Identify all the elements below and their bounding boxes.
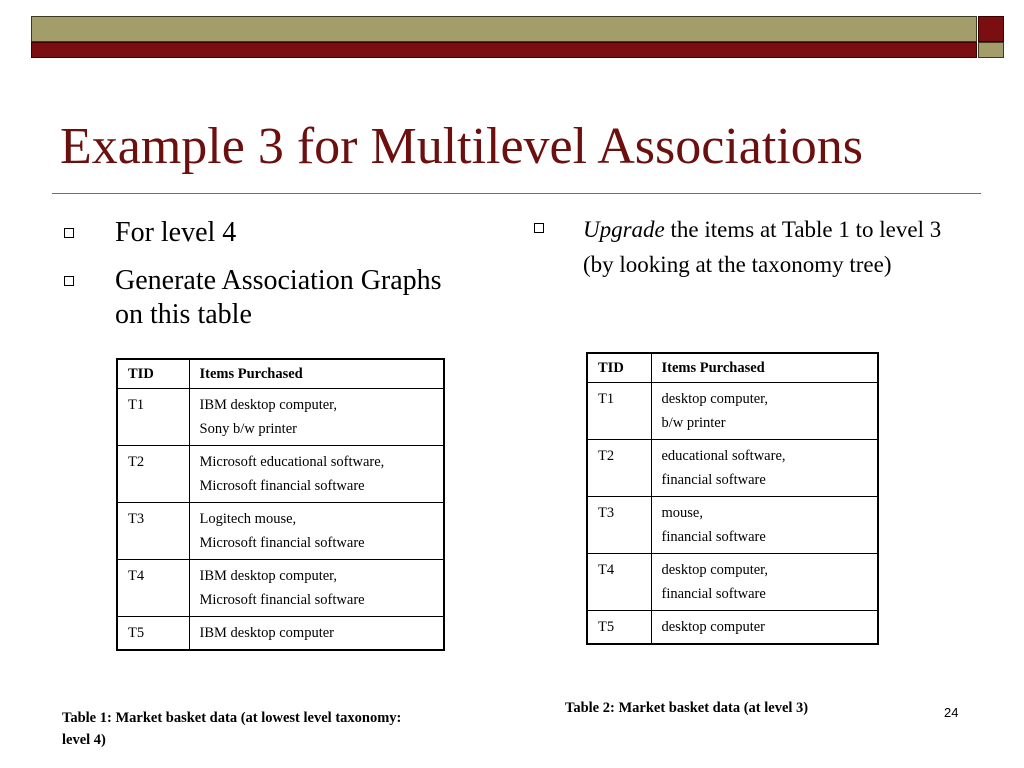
tid-cell: T5 [117, 617, 189, 651]
table-row [117, 503, 444, 560]
table-row [587, 383, 878, 440]
item-line: b/w printer [661, 415, 726, 431]
hollow-square-bullet-icon [64, 228, 74, 238]
items-cell [189, 446, 444, 503]
item-line: Microsoft financial software [199, 478, 365, 494]
items-cell [651, 497, 878, 554]
hollow-square-bullet-icon [534, 223, 544, 233]
bullet-text: For level 4 [115, 217, 237, 248]
item-line: Sony b/w printer [199, 421, 297, 437]
slide-title: Example 3 for Multilevel Associations [60, 118, 863, 175]
tid-cell: T4 [587, 554, 651, 611]
item-line: Microsoft financial software [199, 592, 365, 608]
item-line: IBM desktop computer, [199, 397, 338, 413]
header-tid: TID [117, 359, 189, 389]
item-line: Microsoft financial software [199, 535, 365, 551]
header-tid: TID [587, 353, 651, 383]
item-line: financial software [661, 529, 766, 545]
item-line: desktop computer, [661, 391, 769, 407]
header-items: Items Purchased [189, 359, 444, 389]
tid-cell: T1 [117, 389, 189, 446]
items-cell [651, 440, 878, 497]
bullet-upgrade-items [534, 213, 954, 282]
banner-olive-square [978, 42, 1004, 58]
item-line: financial software [661, 586, 766, 602]
item-line: desktop computer [661, 619, 765, 635]
tid-cell: T5 [587, 611, 651, 645]
item-line: desktop computer, [661, 562, 769, 578]
banner-maroon-bar [31, 42, 977, 58]
hollow-square-bullet-icon [64, 276, 74, 286]
tid-cell: T3 [117, 503, 189, 560]
table-header-row [587, 353, 878, 383]
bullet-generate-graphs [64, 264, 444, 332]
items-cell [651, 611, 878, 645]
page-number: 24 [944, 705, 959, 720]
table-row [117, 617, 444, 651]
table-row [117, 560, 444, 617]
table-level-3 [586, 352, 879, 645]
table-row [587, 497, 878, 554]
table2-caption: Table 2: Market basket data (at level 3) [565, 700, 809, 716]
items-cell [189, 503, 444, 560]
items-cell [189, 560, 444, 617]
bullet-text [583, 213, 954, 282]
item-line: financial software [661, 472, 766, 488]
header-items: Items Purchased [651, 353, 878, 383]
banner-olive-bar [31, 16, 977, 42]
item-line: mouse, [661, 505, 703, 521]
items-cell [189, 617, 444, 651]
items-cell [651, 383, 878, 440]
tid-cell: T2 [587, 440, 651, 497]
tid-cell: T2 [117, 446, 189, 503]
table-row [117, 389, 444, 446]
table1-caption: Table 1: Market basket data (at lowest level taxonomy: level 4) [62, 710, 402, 748]
table-header-row [117, 359, 444, 389]
tid-cell: T3 [587, 497, 651, 554]
table-row [117, 446, 444, 503]
table-row [587, 554, 878, 611]
items-cell [189, 389, 444, 446]
banner-maroon-square [978, 16, 1004, 42]
item-line: Microsoft educational software, [199, 454, 385, 470]
table-row [587, 611, 878, 645]
tid-cell: T1 [587, 383, 651, 440]
title-divider [52, 193, 981, 194]
item-line: IBM desktop computer, [199, 568, 338, 584]
item-line: Logitech mouse, [199, 511, 297, 527]
bullet-emphasis: Upgrade [583, 217, 665, 242]
items-cell [651, 554, 878, 611]
bullet-text: Generate Association Graphs on this table [115, 265, 442, 331]
table-level-4 [116, 358, 445, 651]
bullet-rest: the items at Table 1 to level 3 (by looking at the taxonomy tree) [583, 217, 942, 277]
table-row [587, 440, 878, 497]
item-line: IBM desktop computer [199, 625, 335, 641]
tid-cell: T4 [117, 560, 189, 617]
item-line: educational software, [661, 448, 786, 464]
bullet-for-level-4 [64, 216, 236, 250]
